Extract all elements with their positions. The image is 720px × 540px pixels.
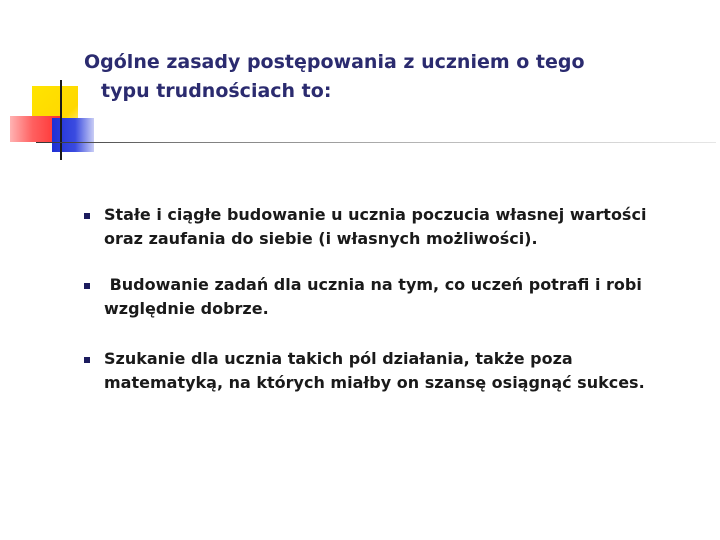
bullet-3-line-1: Szukanie dla ucznia takich pól działania, także poza — [104, 349, 573, 368]
bullet-text-1 — [104, 203, 674, 251]
title-underline-rule — [36, 142, 716, 143]
square-bullet-icon — [84, 357, 90, 363]
bullet-2-line-2: względnie dobrze. — [104, 299, 269, 318]
bullet-1-line-1: Stałe i ciągłe budowanie u ucznia poczucia własnej wartości — [104, 205, 647, 224]
bullet-2-line-1: Budowanie zadań dla ucznia na tym, co uczeń potrafi i robi — [104, 275, 642, 294]
square-bullet-icon — [84, 213, 90, 219]
slide-title — [84, 48, 684, 106]
vertical-rule-decoration — [60, 80, 62, 160]
slide-title-line-2: typu trudnościach to: — [101, 80, 332, 102]
slide-title-line-1: Ogólne zasady postępowania z uczniem o tego — [84, 51, 585, 73]
bullet-1-line-2: oraz zaufania do siebie (i własnych możliwości). — [104, 229, 538, 248]
blue-square-decoration — [52, 118, 94, 152]
bullet-text-3 — [104, 347, 674, 395]
bullet-text-2 — [104, 273, 674, 321]
square-bullet-icon — [84, 283, 90, 289]
bullet-3-line-2: matematyką, na których miałby on szansę osiągnąć sukces. — [104, 373, 645, 392]
